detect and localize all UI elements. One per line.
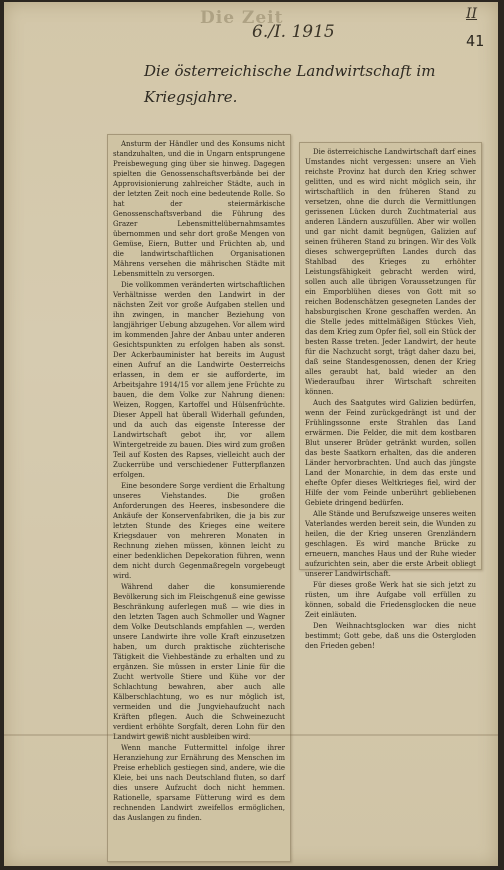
paragraph: Die vollkommen veränderten wirtschaftlichen Verhältnisse werden den Landwirt in der nächsten Zeit vor große Aufgaben stellen und ihn zwingen, in mancher Beziehung von langjähriger Uebung abzugehen. Vor allem wird im kommenden Jahre der Anbau unter anderen Gesichtspunkten zu erfolgen haben als sonst. Der Ackerbauminister hat bereits im August einen Aufruf an die Landwirte Oesterreichs erlassen, in dem er sie aufforderte, im Arbeitsjahre 1914/15 vor allem jene Früchte zu bauen, die dem Volke zur Nahrung dienen: Weizen, Roggen, Kartoffel und Hülsenfrüchte. Dieser Appell hat überall Widerhall gefunden, und da auch das eigenste Interesse der Landwirtschaft gebot ihr, vor allem Wintergetreide zu bauen. Dies wird zum großen Teil auf Kosten des Rapses, vielleicht auch der Zuckerrübe und verschiedener Futterpflanzen erfolgen. — [113, 281, 285, 479]
handwritten-title — [144, 58, 474, 110]
paragraph: Den Weihnachtsglocken war dies nicht bestimmt; Gott gebe, daß uns die Ostergloden den Frieden geben! — [305, 622, 476, 650]
paragraph: Während daher die konsumierende Bevölkerung sich im Fleischgenuß eine gewisse Beschränkung auferlegen muß — wie dies in den letzten Tagen auch Schmoller und Wagner dem Volke Deutschlands empfahlen —, werden unsere Landwirte ihre volle Kraft einzusetzen haben, um durch praktische züchterische Tätigkeit die Viehbestände zu erhalten und zu ergänzen. Sie müssen in erster Linie für die Zucht wertvolle Stiere und Kühe vor der Schlachtung bewahren, aber auch alle Kälberschlachtung, wo es nur möglich ist, vermeiden und die Jungviehaufzucht nach Kräften pflegen. Auch die Schweinezucht verdient erhöhte Sorgfalt, deren Lohn für den Landwirt gewiß nicht ausbleiben wird. — [113, 583, 285, 741]
paragraph: Für dieses große Werk hat sie sich jetzt zu rüsten, um ihre Aufgabe voll erfüllen zu können, sobald die Friedensglocken die neue Zeit einläuten. — [305, 581, 476, 619]
newspaper-masthead: Die Zeit — [200, 8, 284, 28]
title-line-1: Die österreichische Landwirtschaft im — [144, 62, 436, 80]
paragraph: Auch des Saatgutes wird Galizien bedürfen, wenn der Feind zurückgedrängt ist und der Frühlingssonne erste Strahlen das Land erwärmen. Die Felder, die mit dem kostbaren Blut unserer Brüder getränkt wurden, sollen das beste Saatkorn erhalten, das die anderen Länder hervorbrachten. Und auch das jüngste Land der Monarchie, in dem das erste und ehefte Opfer dieses Weltkrieges fiel, wird der Hilfe der vom Feinde unberührt gebliebenen Gebiete dringend bedürfen. — [305, 399, 476, 507]
page-fold-line — [4, 734, 498, 736]
paragraph: Alle Stände und Berufszweige unseres weiten Vaterlandes werden bereit sein, die Wunden zu heilen, die der Krieg unseren Grenzländern geschlagen. Es wird manche Brücke zu erneuern, manches Haus und der Ruhe wieder aufzurichten sein, aber die erste Arbeit obliegt unserer Landwirtschaft. — [305, 510, 476, 578]
paragraph: Eine besondere Sorge verdient die Erhaltung unseres Viehstandes. Die großen Anforderungen des Heeres, insbesondere die Ankäufe der Konservenfabriken, die ja bis zur letzten Stunde des Krieges eine weitere Kriegsdauer von mehreren Monaten in Rechnung ziehen müssen, können leicht zu einer bedenklichen Depekoration führen, wenn dem nicht durch Gegenmaßregeln vorgebeugt wird. — [113, 482, 285, 580]
handwritten-date: 6./I. 1915 — [252, 22, 335, 42]
handwritten-page-mark: II — [466, 6, 478, 22]
clipping-left-column — [107, 134, 291, 862]
paragraph: Ansturm der Händler und des Konsums nicht standzuhalten, und die in Ungarn entsprungene Preisbewegung ging über sie hinweg. Dagegen spielten die Genossenschaftsverbände bei der Approvisionierung zahlreicher Städte, auch in der letzten Zeit noch eine bedeutende Rolle. So hat der steiermärkische Genossenschaftsverband die Führung des Grazer Lebensmittelübernahmsamtes übernommen und sehr dort große Mengen von Gemüse, Eiern, Butter und Früchten ab, und die landwirtschaftlichen Organisationen Mährens versehen die mährischen Städte mit Lebensmitteln zu versorgen. — [113, 140, 285, 278]
document-page — [4, 2, 498, 866]
page-number: 41 — [466, 32, 485, 50]
paragraph: Die österreichische Landwirtschaft darf eines Umstandes nicht vergessen: unsere an Vieh reichste Provinz hat durch den Krieg schwer gelitten, und es wird nicht möglich sein, ihr wirtschaftlich in den früheren Stand zu versetzen, ohne die durch die Vermittlungen gerissenen Lücken durch Zuchtmaterial aus anderen Ländern auszufüllen. Aber wir wollen und gar nicht damit begnügen, Galizien auf seinen früheren Stand zu bringen. Wir des Volk dieses schwergeprüften Landes durch das Stahlbad des Krieges zu erhöhter Leistungsfähigkeit gebracht werden wird, sollen auch alle übrigen Voraussetzungen für ein Emporblühen dieses von Gott mit so reichen Bodenschätzen gesegneten Landes der habsburgischen Krone geschaffen werden. An die Stelle jedes mittelmäßigen Stückes Vieh, das dem Krieg zum Opfer fiel, soll ein Stück der besten Rasse treten. Jeder Landwirt, der heute für die Nachzucht sorgt, trägt daher dazu bei, daß seine Standesgenossen, denen der Krieg alles geraubt hat, bald wieder an den Wiederaufbau ihrer Wirtschaft schreiten können. — [305, 148, 476, 396]
clipping-right-column — [299, 142, 482, 650]
paragraph: Wenn manche Futtermittel infolge ihrer Heranziehung zur Ernährung des Menschen im Preise erheblich gestiegen sind, andere, wie die Kleie, bei uns nach Deutschland fluten, so darf dies unsere Aufzucht doch nicht hemmen. Rationelle, sparsame Fütterung wird es dem rechnenden Landwirt zweifellos ermöglichen, das Auslangen zu finden. — [113, 744, 285, 822]
title-line-2: Kriegsjahre. — [144, 88, 238, 106]
